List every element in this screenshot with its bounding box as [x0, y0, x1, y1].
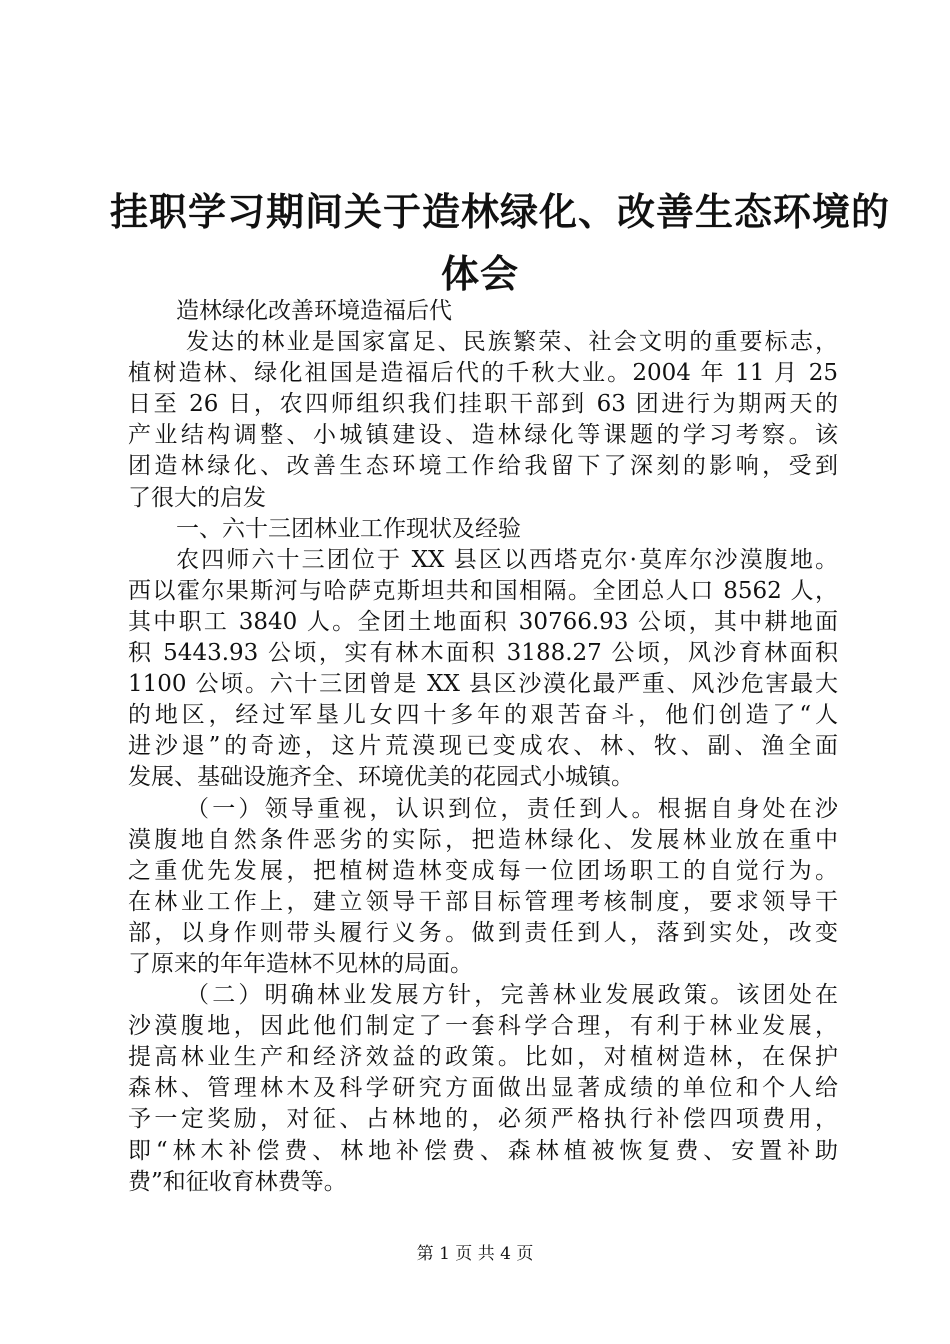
- paragraph-line: 其中职工 3840 人。全团土地面积 30766.93 公顷，其中耕地面: [128, 608, 838, 635]
- paragraph-line: 1100 公顷。六十三团曾是 XX 县区沙漠化最严重、风沙危害最大: [128, 671, 838, 698]
- paragraph-line: 植树造林、绿化祖国是造福后代的千秋大业。2004 年 11 月 25: [128, 360, 838, 387]
- paragraph-line: （二）明确林业发展方针，完善林业发展政策。该团处在: [186, 982, 838, 1009]
- document-body: [128, 296, 838, 1198]
- paragraph-line: 费”和征收育林费等。: [128, 1168, 347, 1195]
- paragraph-line: 积 5443.93 公顷，实有林木面积 3188.27 公顷，风沙育林面积: [128, 640, 838, 667]
- paragraph-line: 森林、管理林木及科学研究方面做出显著成绩的单位和个人给: [128, 1075, 838, 1102]
- paragraph-line: 即“林木补偿费、林地补偿费、森林植被恢复费、安置补助: [128, 1137, 838, 1164]
- document-title-line-1: 挂职学习期间关于造林绿化、改善生态环境的: [110, 189, 891, 234]
- paragraph-line: 农四师六十三团位于 XX 县区以西塔克尔·莫库尔沙漠腹地。: [176, 546, 838, 573]
- paragraph-line: 部，以身作则带头履行义务。做到责任到人，落到实处，改变: [128, 919, 838, 946]
- document-title-line-2: 体会: [440, 251, 519, 296]
- paragraph-line: 在林业工作上，建立领导干部目标管理考核制度，要求领导干: [128, 888, 838, 915]
- paragraph-line: 之重优先发展，把植树造林变成每一位团场职工的自觉行为。: [128, 857, 838, 884]
- paragraph-line: 的地区，经过军垦儿女四十多年的艰苦奋斗，他们创造了“人: [128, 702, 838, 729]
- page-number-footer: 第 1 页 共 4 页: [416, 1244, 534, 1264]
- paragraph-line: 团造林绿化、改善生态环境工作给我留下了深刻的影响，受到: [128, 453, 838, 480]
- paragraph-line: 发展、基础设施齐全、环境优美的花园式小城镇。: [128, 764, 634, 791]
- paragraph-line: 发达的林业是国家富足、民族繁荣、社会文明的重要标志，: [186, 329, 838, 356]
- paragraph-line: 产业结构调整、小城镇建设、造林绿化等课题的学习考察。该: [128, 422, 838, 449]
- paragraph-line: 沙漠腹地，因此他们制定了一套科学合理，有利于林业发展，: [128, 1013, 838, 1040]
- paragraph-line: 漠腹地自然条件恶劣的实际，把造林绿化、发展林业放在重中: [128, 826, 838, 853]
- paragraph-line: 提高林业生产和经济效益的政策。比如，对植树造林，在保护: [128, 1044, 838, 1071]
- paragraph-line: （一）领导重视，认识到位，责任到人。根据自身处在沙: [186, 795, 838, 822]
- paragraph-line: 进沙退”的奇迹，这片荒漠现已变成农、林、牧、副、渔全面: [128, 733, 838, 760]
- subtitle-line: 造林绿化改善环境造福后代: [176, 298, 452, 324]
- paragraph-line: 日至 26 日，农四师组织我们挂职干部到 63 团进行为期两天的: [128, 391, 838, 418]
- paragraph-line: 西以霍尔果斯河与哈萨克斯坦共和国相隔。全团总人口 8562 人，: [128, 577, 838, 604]
- section-heading: 一、六十三团林业工作现状及经验: [176, 515, 521, 542]
- paragraph-line: 了很大的启发: [128, 484, 266, 511]
- paragraph-line: 予一定奖励，对征、占林地的，必须严格执行补偿四项费用，: [128, 1106, 838, 1133]
- paragraph-line: 了原来的年年造林不见林的局面。: [128, 950, 473, 977]
